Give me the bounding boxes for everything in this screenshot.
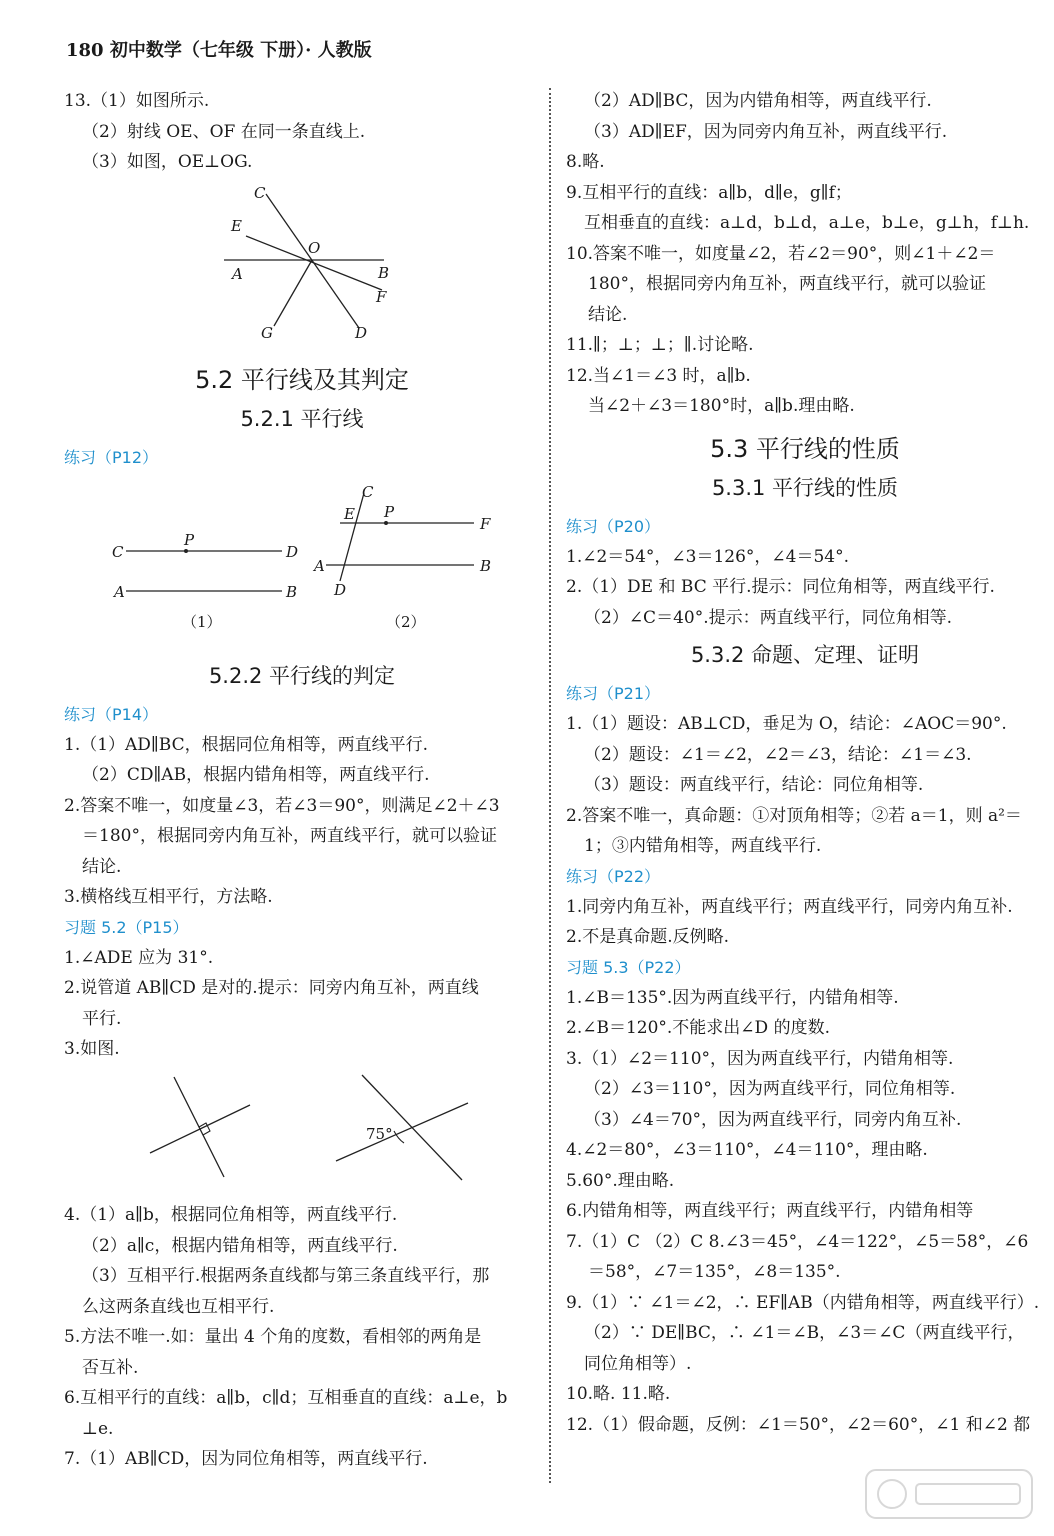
label-b: B [378,263,390,282]
answer-line: 同位角相等）. [584,1353,692,1374]
answer-line: 10.答案不唯一，如度量∠2，若∠2＝90°，则∠1＋∠2＝ [566,243,996,264]
answer-line: （2）∵ DE∥BC，∴ ∠1＝∠B，∠3＝∠C（两直线平行， [584,1323,1025,1343]
left-column [64,86,540,1475]
answer-line: 12.当∠1＝∠3 时，a∥b. [566,365,751,386]
answer-line: ⊥e. [82,1418,114,1439]
exercise-tag: 习题 5.2（P15） [64,917,189,937]
answer-line: 么这两条直线也互相平行. [82,1296,275,1317]
point-p-1 [184,549,188,553]
answer-line: 结论. [82,856,122,877]
answer-line: （3）AD∥EF，因为同旁内角互补，两直线平行. [584,121,948,142]
answer-line: 7.（1）AB∥CD，因为同位角相等，两直线平行. [64,1449,428,1469]
answer-line: （3）∠4＝70°，因为两直线平行，同旁内角互补. [584,1109,962,1130]
subsection-title: 5.2.1 平行线 [240,407,364,431]
line-cd [266,194,359,328]
label-f: F [480,515,491,533]
answer-line: 6.内错角相等，两直线平行；两直线平行，内错角相等 [566,1201,974,1221]
answer-line: 2.说管道 AB∥CD 是对的.提示：同旁内角互补，两直线 [64,978,479,998]
answer-line: 6.互相平行的直线：a∥b，c∥d；互相垂直的直线：a⊥e，b [64,1388,508,1408]
answer-line: 12.（1）假命题，反例：∠1＝50°，∠2＝60°，∠1 和∠2 都 [566,1414,1031,1435]
answer-line: 5.60°.理由略. [566,1170,675,1191]
page-header: 180 初中数学（七年级 下册）· 人教版 [66,40,372,61]
label-a: A [114,583,125,601]
label-e: E [231,216,242,235]
label-b: B [286,583,298,601]
section-title: 5.3 平行线的性质 [710,434,900,463]
answer-line: （2）∠C＝40°.提示：两直线平行，同位角相等. [584,607,953,628]
answer-line: （3）如图，OE⊥OG. [82,152,253,172]
angle-line-2 [336,1103,468,1161]
answer-line: 1.同旁内角互补，两直线平行；两直线平行，同旁内角互补. [566,896,1013,917]
label-c: C [112,543,124,561]
label-a: A [314,557,325,575]
answer-line: 2.（1）DE 和 BC 平行.提示：同位角相等，两直线平行. [566,577,995,597]
answer-line: 2.不是真命题.反例略. [566,927,730,947]
answer-line: 3.横格线互相平行，方法略. [64,887,273,907]
label-c: C [362,483,374,501]
answer-line: 否互补. [82,1357,139,1378]
figure-x52-drawings [64,1065,540,1190]
label-c: C [254,183,266,202]
answer-line: 13.（1）如图所示. [64,91,210,111]
ray-og [274,260,312,326]
answer-line: 180°，根据同旁内角互补，两直线平行，就可以验证 [588,274,986,294]
answer-line: （3）互相平行.根据两条直线都与第三条直线平行，那 [82,1266,490,1286]
exercise-tag: 练习（P22） [566,866,661,886]
right-column [566,86,1044,1440]
answer-line: 1.∠B＝135°.因为两直线平行，内错角相等. [566,987,899,1008]
point-p-2 [384,521,388,525]
section-title: 5.2 平行线及其判定 [195,366,409,394]
answer-line: 1.∠ADE 应为 31°. [64,947,214,968]
answer-line: （2）射线 OE、OF 在同一条直线上. [82,121,366,142]
subsection-title: 5.3.1 平行线的性质 [711,475,899,500]
answer-line: 结论. [588,304,628,325]
answer-line: 7.（1）C （2）C 8.∠3＝45°，∠4＝122°，∠5＝58°，∠6 [566,1231,1029,1252]
figure-caption-1: （1） [182,613,222,631]
answer-line: 9.互相平行的直线：a∥b，d∥e，g∥f； [566,182,852,203]
answer-line: 1；③内错角相等，两直线平行. [584,836,822,856]
answer-line: 2.答案不唯一，真命题：①对顶角相等；②若 a＝1，则 a²＝ [566,805,1022,826]
answer-line: （2）CD∥AB，根据内错角相等，两直线平行. [82,765,430,785]
answer-line: 9.（1）∵ ∠1＝∠2，∴ EF∥AB（内错角相等，两直线平行）. [566,1292,1040,1313]
figure-p12-parallel [64,473,540,643]
answer-line: 平行. [82,1008,122,1029]
label-d: D [286,543,299,561]
answer-line: 2.答案不唯一，如度量∠3，若∠3＝90°，则满足∠2＋∠3 [64,795,500,816]
exercise-tag: 习题 5.3（P22） [566,957,691,977]
answer-line: （2）AD∥BC，因为内错角相等，两直线平行. [584,91,932,111]
exercise-tag: 练习（P20） [566,516,661,536]
answer-line: 1.（1）AD∥BC，根据同位角相等，两直线平行. [64,734,429,755]
label-p: P [184,531,195,549]
column-divider [549,88,551,1483]
answer-line: 5.方法不唯一.如：量出 4 个角的度数，看相邻的两角是 [64,1327,482,1347]
answer-line: 11.∥；⊥；⊥；∥.讨论略. [566,335,754,355]
label-o: O [308,238,321,257]
perpendicular-line-2 [150,1105,250,1153]
answer-line: ＝58°，∠7＝135°，∠8＝135°. [588,1262,841,1282]
answer-line: （3）题设：两直线平行，结论：同位角相等. [584,775,924,795]
exercise-tag: 练习（P14） [64,704,159,724]
label-f: F [376,287,387,306]
answer-line: 1.（1）题设：AB⊥CD，垂足为 O，结论：∠AOC＝90°. [566,714,1007,734]
exercise-tag: 练习（P12） [64,448,159,467]
answer-line: 1.∠2＝54°，∠3＝126°，∠4＝54°. [566,546,850,567]
subsection-title: 5.2.2 平行线的判定 [208,663,396,688]
label-p: P [384,503,395,521]
label-b: B [480,557,492,575]
answer-line: 2.∠B＝120°.不能求出∠D 的度数. [566,1018,830,1038]
label-e: E [344,505,355,523]
answer-line: （2）∠3＝110°，因为两直线平行，同位角相等. [584,1079,956,1099]
watermark-logo [864,1466,1034,1522]
label-g: G [261,323,273,342]
angle-label-75: 75° [366,1124,393,1143]
label-a: A [232,264,243,283]
subsection-title: 5.3.2 命题、定理、证明 [690,643,920,667]
label-d: D [334,581,347,599]
figure-13-rays [64,178,540,343]
answer-line: 互相垂直的直线：a⊥d，b⊥d，a⊥e，b⊥e，g⊥h，f⊥h. [584,213,1030,233]
answer-line: 4.（1）a∥b，根据同位角相等，两直线平行. [64,1205,398,1225]
answer-line: 10.略. 11.略. [566,1384,671,1404]
answer-line: （2）题设：∠1＝∠2，∠2＝∠3，结论：∠1＝∠3. [584,744,972,765]
label-d: D [355,323,368,342]
answer-line: （2）a∥c，根据内错角相等，两直线平行. [82,1235,398,1256]
figure-caption-2: （2） [386,613,426,631]
answer-line: 4.∠2＝80°，∠3＝110°，∠4＝110°，理由略. [566,1140,928,1160]
answer-line: 当∠2＋∠3＝180°时，a∥b.理由略. [588,396,855,416]
answer-line: 3.如图. [64,1039,120,1059]
answer-line: 3.（1）∠2＝110°，因为两直线平行，内错角相等. [566,1048,954,1069]
answer-line: ＝180°，根据同旁内角互补，两直线平行，就可以验证 [82,826,497,846]
answer-line: 8.略. [566,152,605,172]
exercise-tag: 练习（P21） [566,684,661,703]
